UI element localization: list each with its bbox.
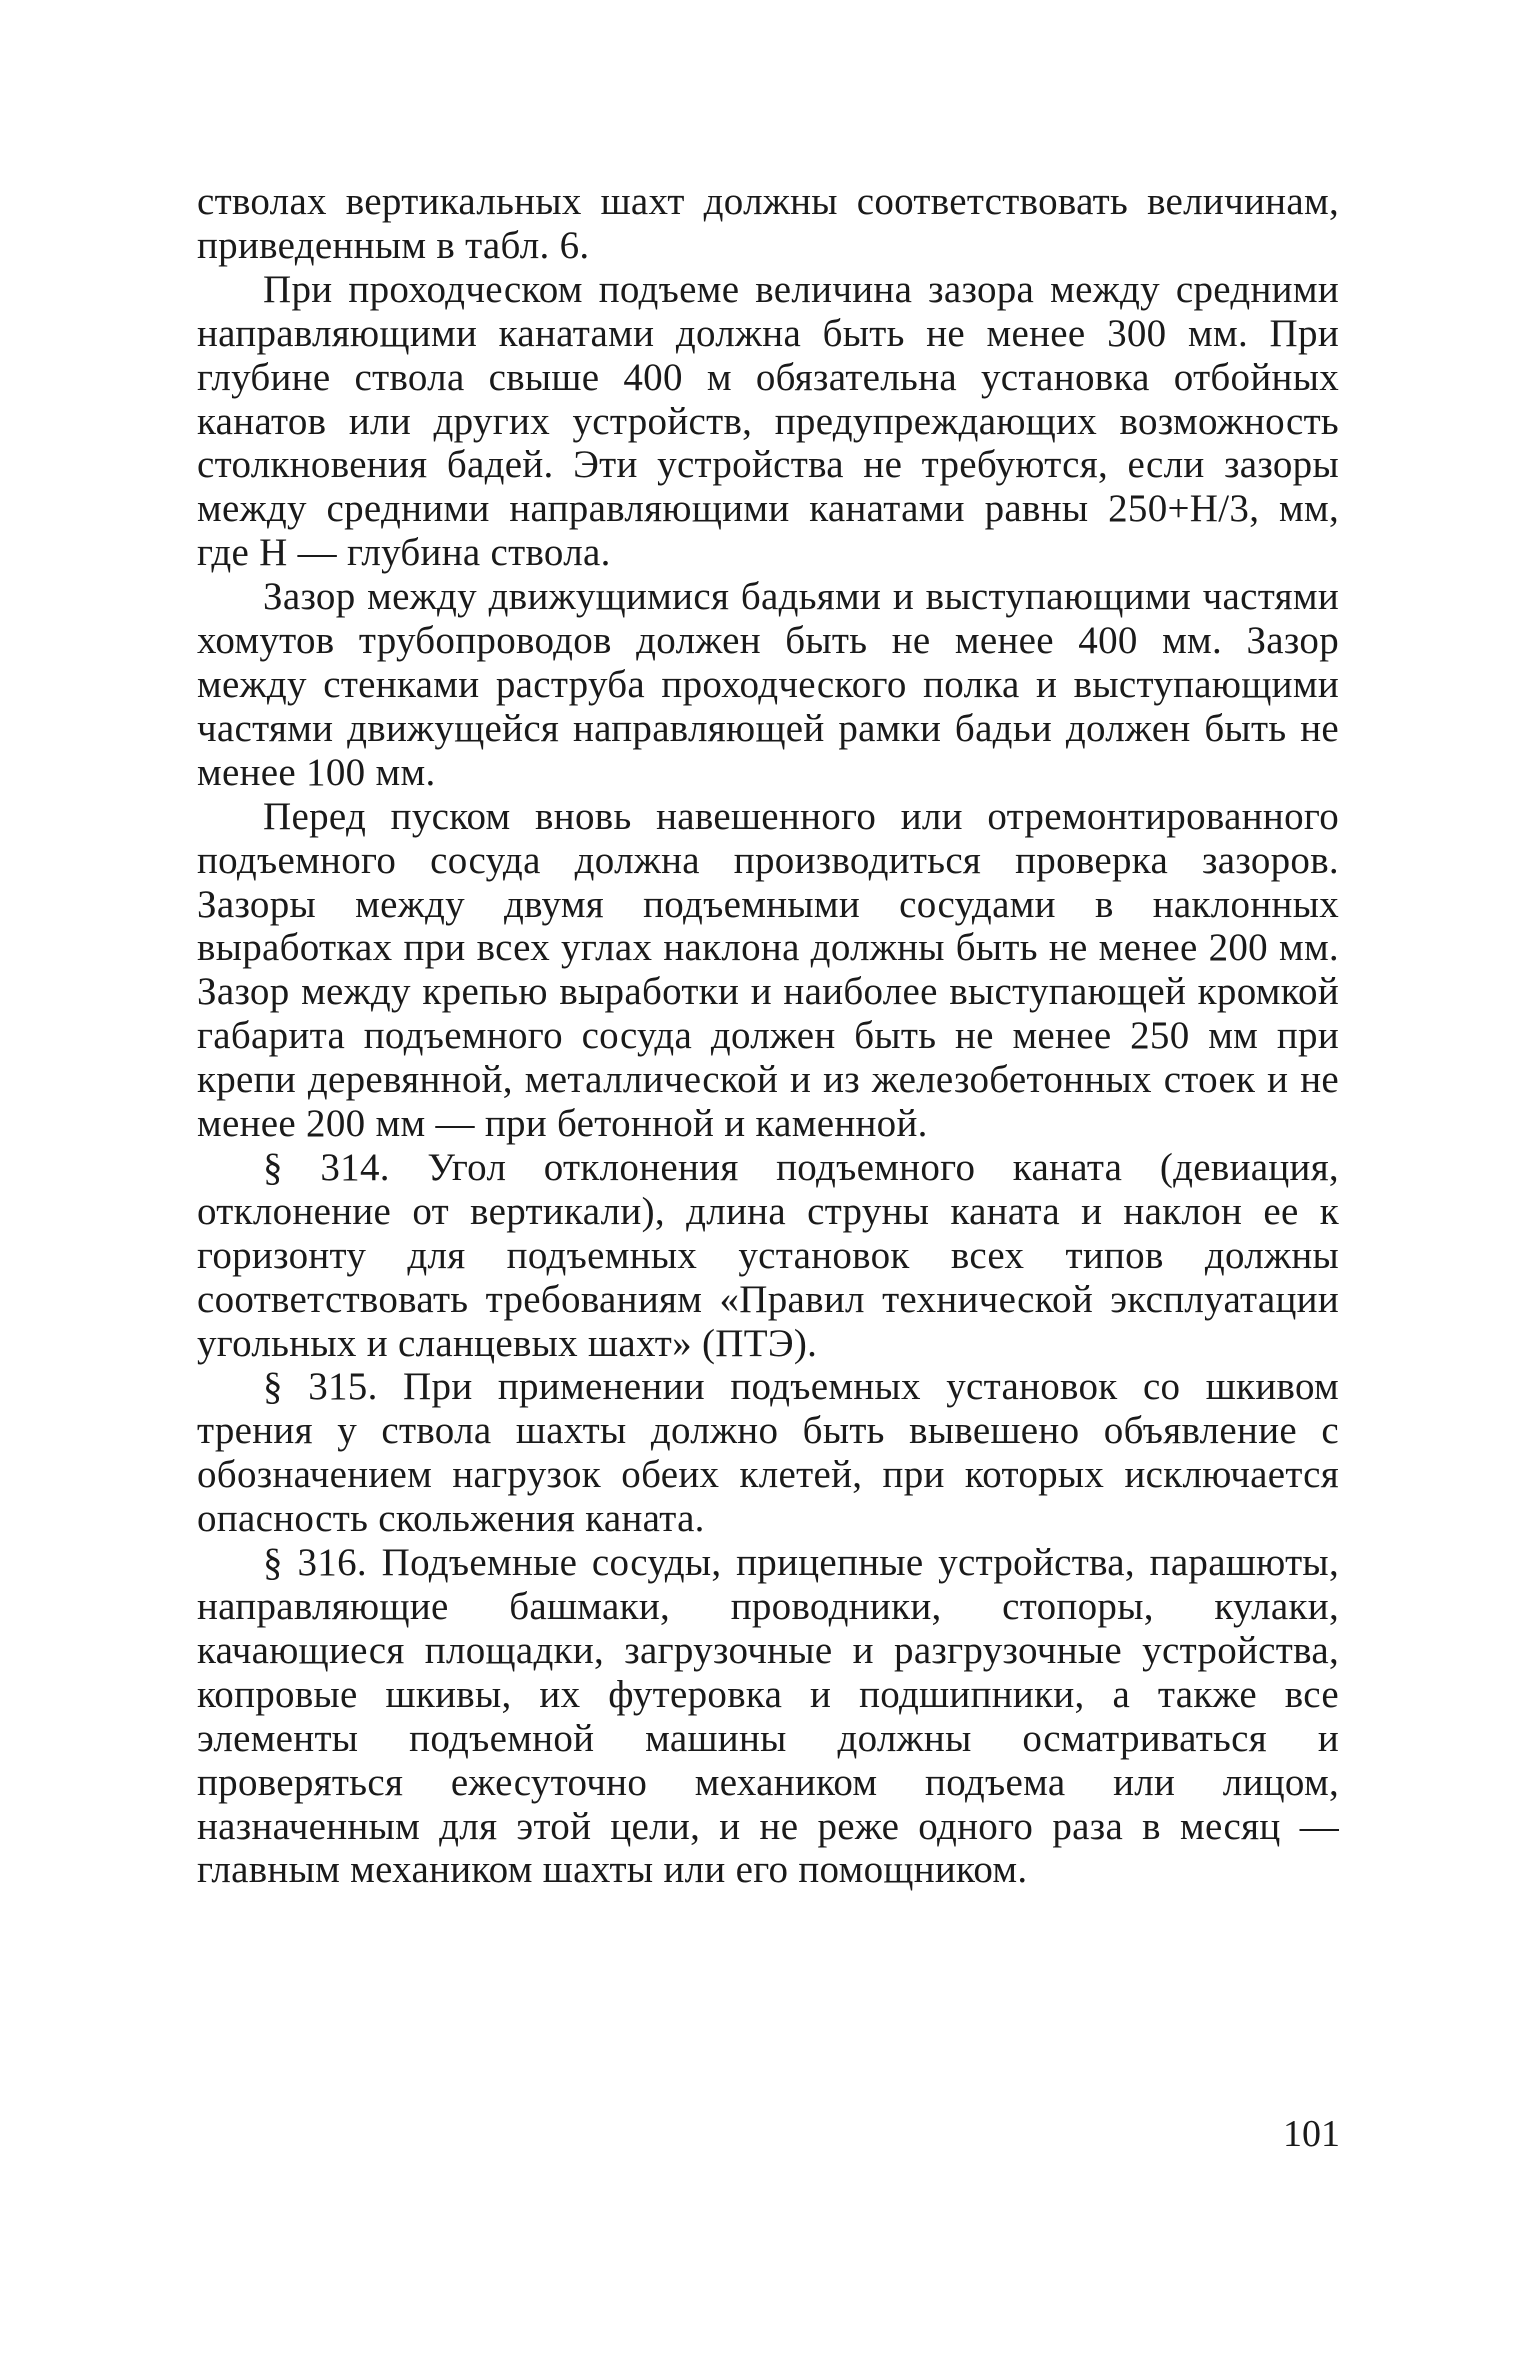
- paragraph-guide-rope-gap: При проходческом подъеме величина зазора между средними направляющими канатами должна быть не менее 300 мм. При глубине ствола свыше 400 м обязательна установка отбойных канатов или других устройств, предупреждающих возможность столкновения бадей. Эти устройства не требуются, если зазоры между средними направляющими канатами равны 250+H/3, мм, где H — глубина ствола.: [197, 267, 1339, 575]
- paragraph-dimensions-reference: стволах вертикальных шахт должны соответствовать величинам, приведенным в табл. 6.: [197, 180, 1339, 267]
- paragraph-bucket-clearance: Зазор между движущимися бадьями и выступающими частями хомутов трубопроводов должен быть не менее 400 мм. Зазор между стенками раструба проходческого полка и выступающими частями движущейся направляющей рамки бадьи должен быть не менее 100 мм.: [197, 575, 1339, 794]
- paragraph-section-315: § 315. При применении подъемных установок со шкивом трения у ствола шахты должно быть вывешено объявление с обозначением нагрузок обеих клетей, при которых исключается опасность скольжения каната.: [197, 1365, 1339, 1541]
- body-text: [197, 180, 1339, 1892]
- paragraph-section-314: § 314. Угол отклонения подъемного каната (девиация, отклонение от вертикали), длина струны каната и наклон ее к горизонту для подъемных установок всех типов должны соответствовать требованиям «Правил технической эксплуатации угольных и сланцевых шахт» (ПТЭ).: [197, 1145, 1339, 1365]
- paragraph-conveyance-inspection: Перед пуском вновь навешенного или отремонтированного подъемного сосуда должна производиться проверка зазоров. Зазоры между двумя подъемными сосудами в наклонных выработках при всех углах наклона должны быть не менее 200 мм. Зазор между крепью выработки и наиболее выступающей кромкой габарита подъемного сосуда должен быть не менее 250 мм при крепи деревянной, металлической и из железобетонных стоек и не менее 200 мм — при бетонной и каменной.: [197, 794, 1339, 1146]
- paragraph-section-316: § 316. Подъемные сосуды, прицепные устройства, парашюты, направляющие башмаки, проводники, стопоры, кулаки, качающиеся площадки, загрузочные и разгрузочные устройства, копровые шкивы, их футеровка и подшипники, а также все элементы подъемной машины должны осматриваться и проверяться ежесуточно механиком подъема или лицом, назначенным для этой цели, и не реже одного раза в месяц — главным механиком шахты или его помощником.: [197, 1541, 1339, 1892]
- page-number: 101: [1283, 2113, 1340, 2155]
